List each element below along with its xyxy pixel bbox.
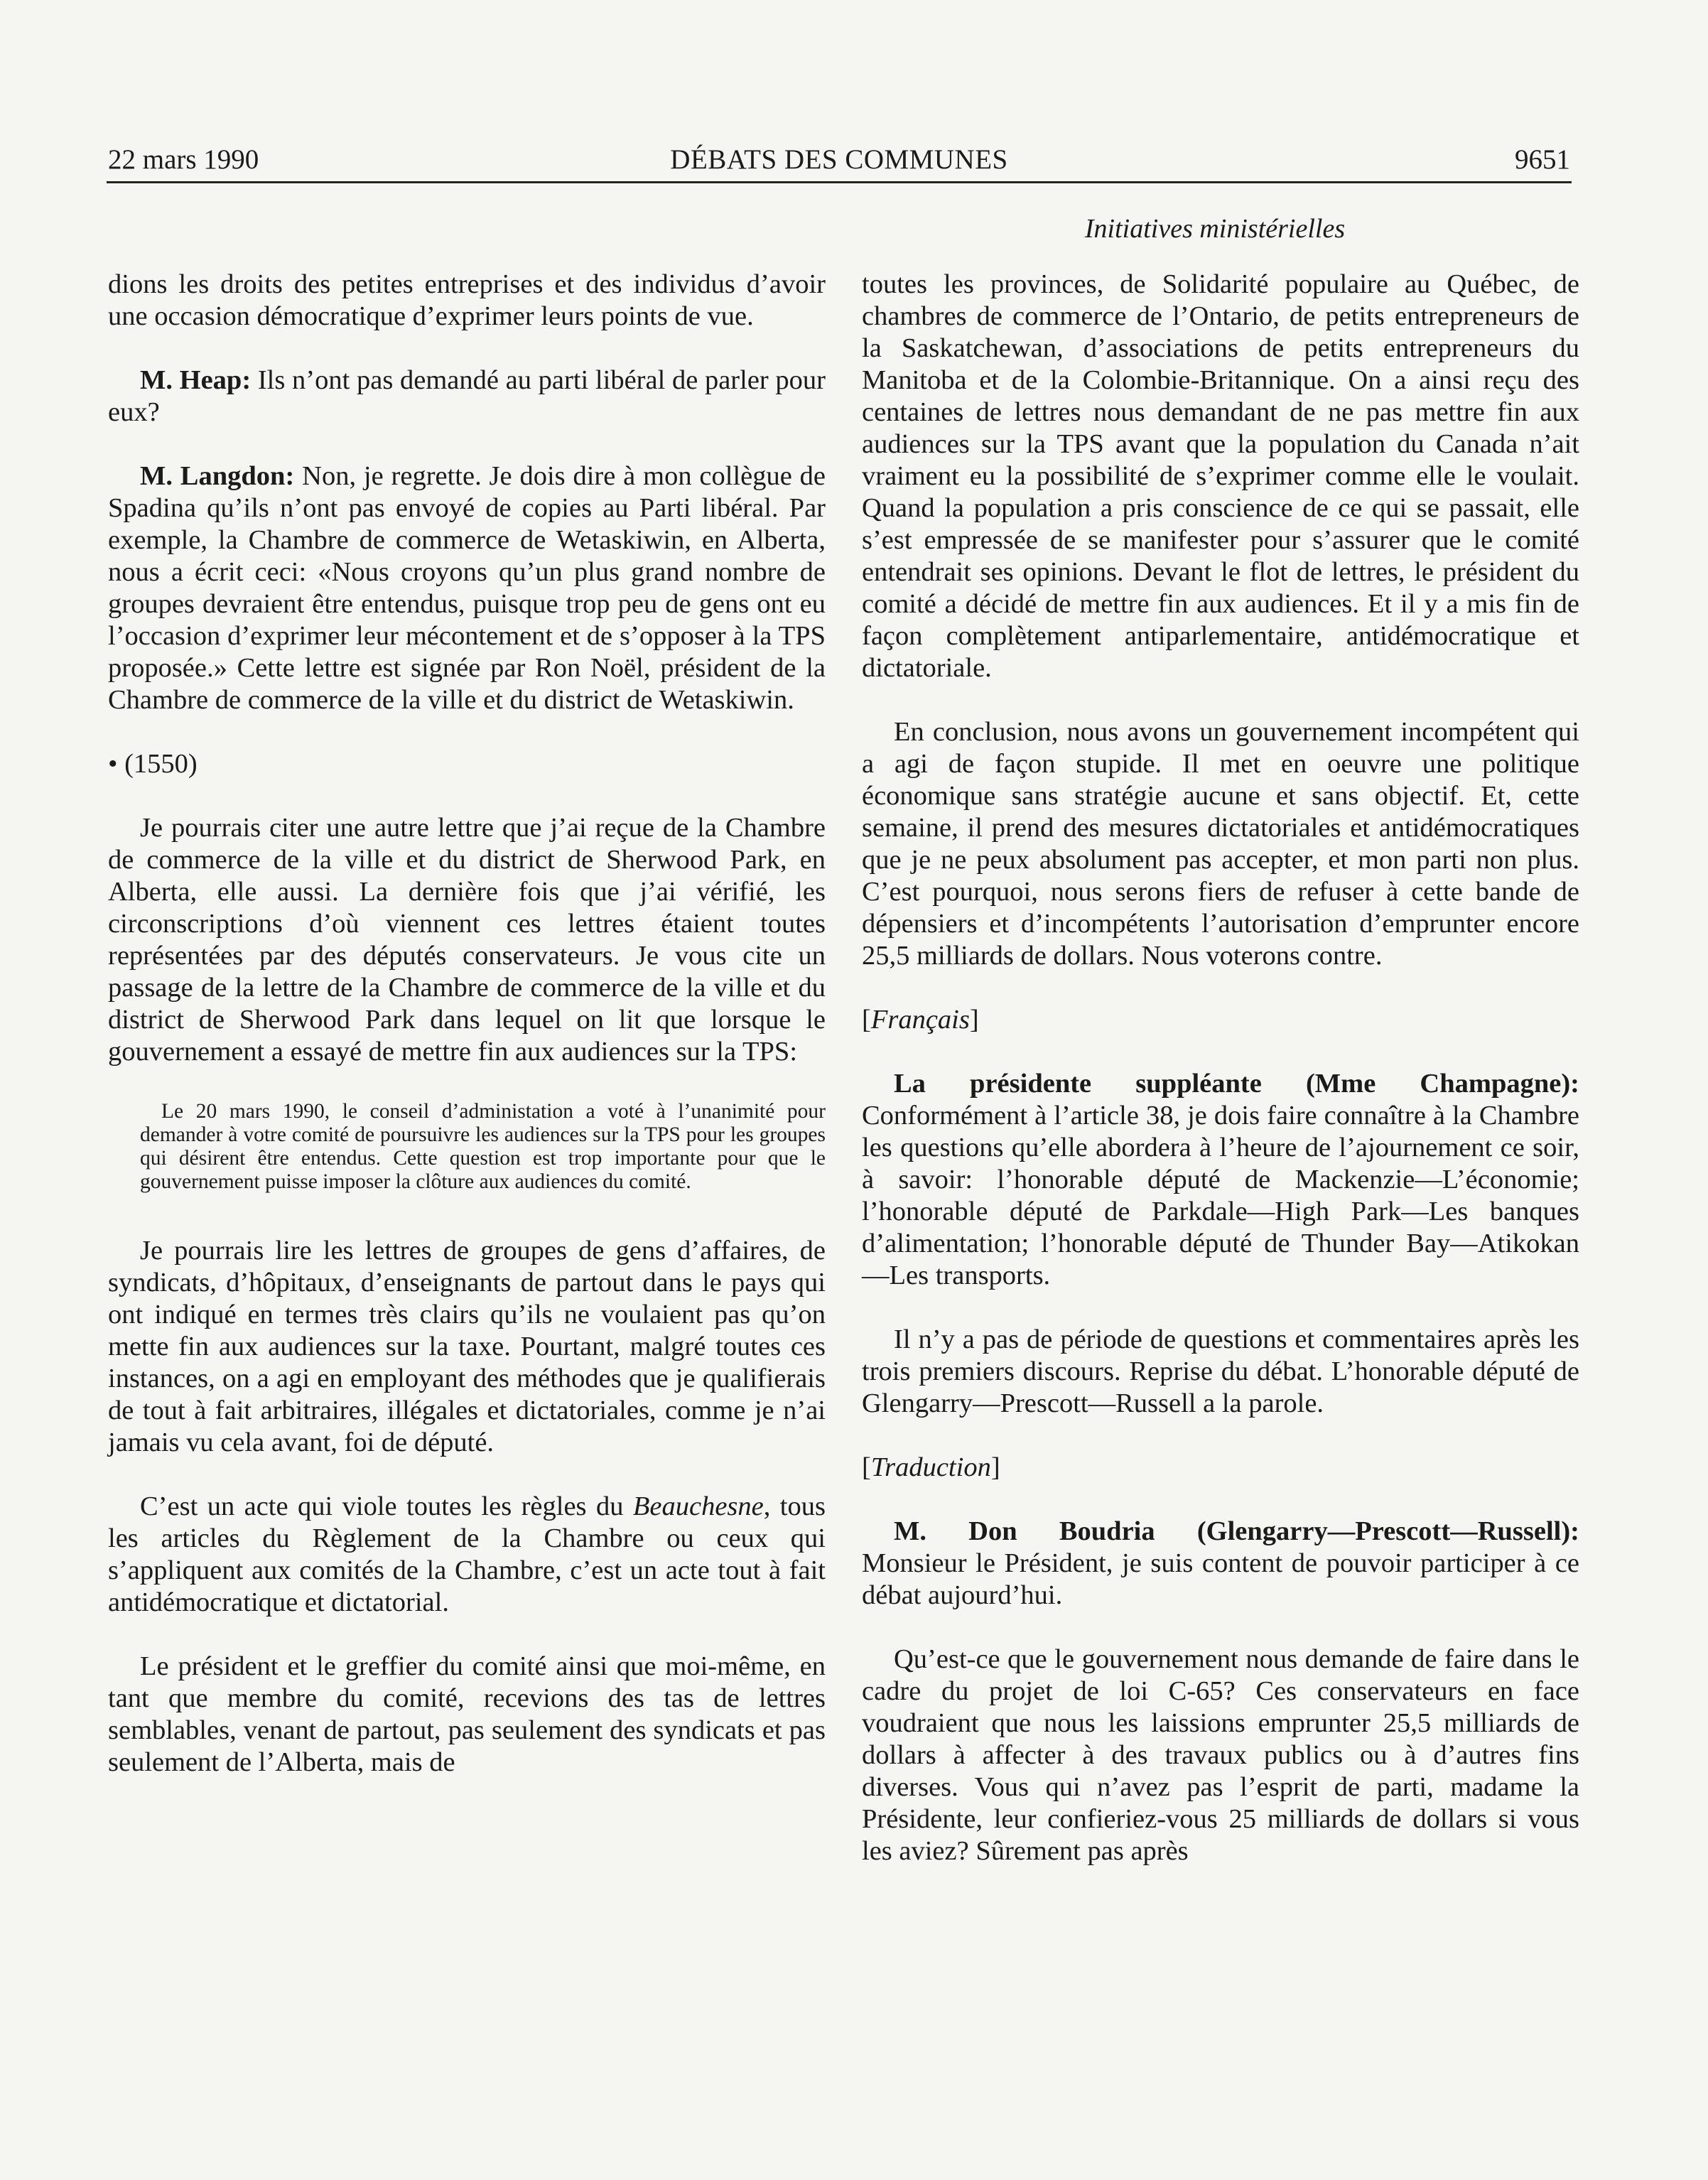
paragraph: Qu’est-ce que le gouvernement nous demande de faire dans le cadre du projet de loi C-65? Ces conservateurs en face voudraient que nous les laissions emprunter 25,5 milliards de dollars à affecter à des travaux publics ou à d’autres fins diverses. Vous qui n’avez pas l’esprit de parti, madame la Présidente, leur confieriez-vous 25 milliards de dollars si vous les aviez? Sûrement pas après bbox=[862, 1644, 1579, 1866]
block-quote bbox=[108, 1100, 826, 1194]
header-title: DÉBATS DES COMMUNES bbox=[670, 144, 1008, 175]
paragraph: Je pourrais citer une autre lettre que j’ai reçue de la Chambre de commerce de la ville et du district de Sherwood Park, en Alberta, elle aussi. La dernière fois que j’ai vérifié, les circonscriptions d’où viennent ces lettres étaient toutes représentées par des députés conservateurs. Je vous cite un passage de la lettre de la Chambre de commerce de la ville et du district de Sherwood Park dans lequel on lit que lorsque le gouvernement a essayé de mettre fin aux audiences sur la TPS: bbox=[108, 813, 826, 1067]
language-tag: [Traduction] bbox=[862, 1452, 1000, 1482]
paragraph: Il n’y a pas de période de questions et commentaires après les trois premiers discours. Reprise du débat. L’honorable député de Glengarry—Prescott—Russell a la parole. bbox=[862, 1324, 1579, 1418]
section-title: Initiatives ministérielles bbox=[1084, 214, 1346, 244]
paragraph: Je pourrais lire les lettres de groupes de gens d’affaires, de syndicats, d’hôpitaux, d’enseignants de partout dans le pays qui ont indiqué en termes très clairs qu’ils ne voulaient pas qu’on mette fin aux audiences sur la taxe. Pourtant, malgré toutes ces instances, on a agi en employant des méthodes que je qualifierais de tout à fait arbitraires, illégales et dictatoriales, comme je n’ai jamais vu cela avant, foi de député. bbox=[108, 1236, 826, 1457]
header-date: 22 mars 1990 bbox=[108, 144, 259, 175]
italic-reference: Beauchesne bbox=[632, 1491, 764, 1521]
left-column bbox=[108, 269, 826, 1811]
paragraph: En conclusion, nous avons un gouvernement incompétent qui a agi de façon stupide. Il met en oeuvre une politique économique sans stratégie aucune et sans objectif. Et, cette semaine, il prend des mesures dictatoriales et antidémocratiques que je ne peux absolument pas accepter, et mon parti non plus. C’est pourquoi, nous serons fiers de refuser à cette bande de dépensiers et d’incompétents l’autorisation d’emprunter encore 25,5 milliards de dollars. Nous voterons contre. bbox=[862, 717, 1579, 971]
paragraph bbox=[108, 1491, 826, 1619]
text-run: , tous les articles du Règlement de la Chambre ou ceux qui s’appliquent aux comités de la Chambre, c’est un acte tout à fait antidémocratique et dictatorial. bbox=[108, 1491, 826, 1617]
speech-champagne bbox=[862, 1068, 1579, 1292]
paragraph: dions les droits des petites entreprises et des individus d’avoir une occasion démocratique d’exprimer leurs points de vue. bbox=[108, 269, 826, 331]
language-tag-text: Traduction bbox=[870, 1452, 991, 1482]
speech-text: Conformément à l’article 38, je dois faire connaître à la Chambre les questions qu’elle abordera à l’heure de l’ajournement ce soir, à savoir: l’honorable député de Mackenzie—L’économie; l’honorable député de Parkdale—High Park—Les banques d’alimentation; l’honorable député de Thunder Bay—Atikokan—Les transports. bbox=[862, 1101, 1579, 1290]
quote-text: Le 20 mars 1990, le conseil d’administation a voté à l’unanimité pour demander à votre comité de poursuivre les audiences sur la TPS pour les groupes qui désirent être entendus. Cette question est trop importante pour que le gouvernement puisse imposer la clôture aux audiences du comité. bbox=[140, 1100, 826, 1193]
paragraph: Le président et le greffier du comité ainsi que moi-même, en tant que membre du comité, recevions des tas de lettres semblables, venant de partout, pas seulement des syndicats et pas seulement de l’Alberta, mais de bbox=[108, 1651, 826, 1777]
page-number: 9651 bbox=[1515, 144, 1570, 175]
text-run: C’est un acte qui viole toutes les règles du bbox=[140, 1491, 633, 1521]
speaker-name: La présidente suppléante (Mme Champagne): bbox=[894, 1069, 1579, 1099]
paragraph: toutes les provinces, de Solidarité populaire au Québec, de chambres de commerce de l’Ontario, de petits entrepreneurs de la Saskatchewan, d’associations de petits entrepreneurs du Manitoba et de la Colombie-Britannique. On a ainsi reçu des centaines de lettres nous demandant de ne pas mettre fin aux audiences sur la TPS avant que la population du Canada n’ait vraiment eu la possibilité de s’exprimer comme elle le voulait. Quand la population a pris conscience de ce qui se passait, elle s’est empressée de se manifester pour s’assurer que le comité entendrait ses opinions. Devant le flot de lettres, le président du comité a décidé de mettre fin aux audiences. Et il y a mis fin de façon complètement antiparlementaire, antidémocratique et dictatoriale. bbox=[862, 269, 1579, 683]
speaker-name: M. Langdon: bbox=[140, 461, 295, 491]
time-marker: • (1550) bbox=[108, 749, 198, 779]
speech-text: Non, je regrette. Je dois dire à mon collègue de Spadina qu’ils n’ont pas envoyé de copies au Parti libéral. Par exemple, la Chambre de commerce de Wetaskiwin, en Alberta, nous a écrit ceci: «Nous croyons qu’un plus grand nombre de groupes devraient être entendus, puisque trop peu de gens ont eu l’occasion d’exprimer leur mécontement et de s’opposer à la TPS proposée.» Cette lettre est signée par Ron Noël, président de la Chambre de commerce de la ville et du district de Wetaskiwin. bbox=[108, 461, 826, 715]
speaker-name: M. Don Boudria (Glengarry—Prescott—Russell): bbox=[894, 1516, 1579, 1546]
speech-langdon bbox=[108, 460, 826, 716]
speaker-name: M. Heap: bbox=[140, 365, 252, 395]
language-tag: [Français] bbox=[862, 1005, 979, 1035]
speech-heap bbox=[108, 365, 826, 428]
speech-boudria bbox=[862, 1516, 1579, 1612]
language-tag-text: Français bbox=[870, 1005, 970, 1035]
speech-text: Monsieur le Président, je suis content de pouvoir participer à ce débat aujourd’hui. bbox=[862, 1548, 1579, 1610]
right-column bbox=[862, 269, 1579, 1899]
running-header bbox=[107, 139, 1572, 183]
speech-text: Ils n’ont pas demandé au parti libéral de parler pour eux? bbox=[108, 365, 826, 427]
